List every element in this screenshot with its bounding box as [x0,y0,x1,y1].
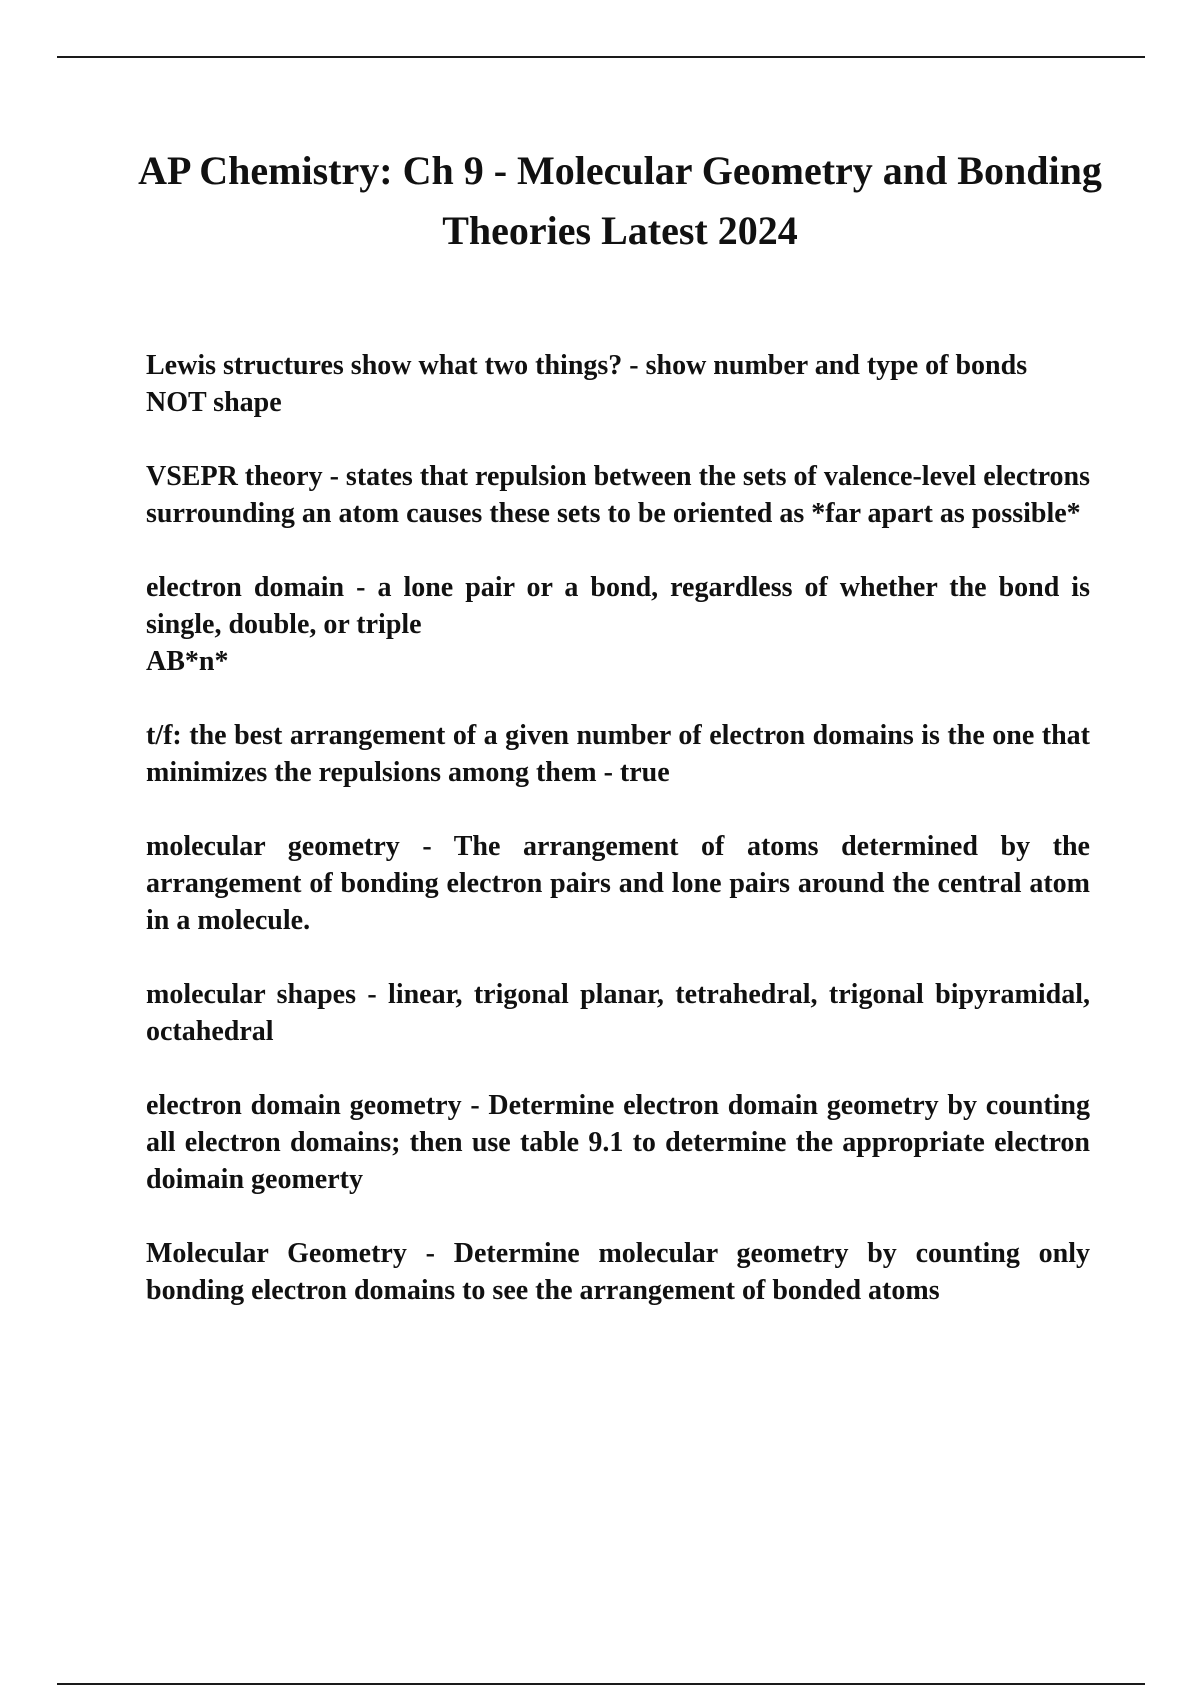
entry-lewis-structures [146,347,1090,421]
entry-vsepr-theory [146,458,1090,532]
entry-molecular-geometry-definition [146,828,1090,939]
entry-text: Molecular Geometry - Determine molecular geometry by counting only bonding electron domains to see the arrangement of bonded atoms [146,1238,1090,1306]
bottom-rule [57,1683,1145,1685]
document-body [146,347,1090,1346]
entry-text: t/f: the best arrangement of a given number of electron domains is the one that minimizes the repulsions among them - true [146,720,1090,788]
entry-molecular-geometry-method [146,1235,1090,1309]
entry-text: VSEPR theory - states that repulsion between the sets of valence-level electrons surrounding an atom causes these sets to be oriented as *far apart as possible* [146,461,1090,529]
entry-text: molecular shapes - linear, trigonal planar, tetrahedral, trigonal bipyramidal, octahedral [146,979,1090,1047]
entry-text: electron domain geometry - Determine electron domain geometry by counting all electron domains; then use table 9.1 to determine the appropriate electron doimain geomerty [146,1090,1090,1195]
top-rule [57,56,1145,58]
entry-text: molecular geometry - The arrangement of atoms determined by the arrangement of bonding electron pairs and lone pairs around the central atom in a molecule. [146,831,1090,936]
entry-electron-domain-geometry [146,1087,1090,1198]
entry-true-false [146,717,1090,791]
entry-note: NOT shape [146,387,282,418]
entry-note: AB*n* [146,646,229,677]
entry-molecular-shapes [146,976,1090,1050]
entry-text: Lewis structures show what two things? - show number and type of bonds [146,350,1028,381]
document-title: AP Chemistry: Ch 9 - Molecular Geometry and Bonding Theories Latest 2024 [138,148,1102,253]
entry-text: electron domain - a lone pair or a bond, regardless of whether the bond is single, double, or triple [146,572,1090,640]
entry-electron-domain [146,569,1090,680]
